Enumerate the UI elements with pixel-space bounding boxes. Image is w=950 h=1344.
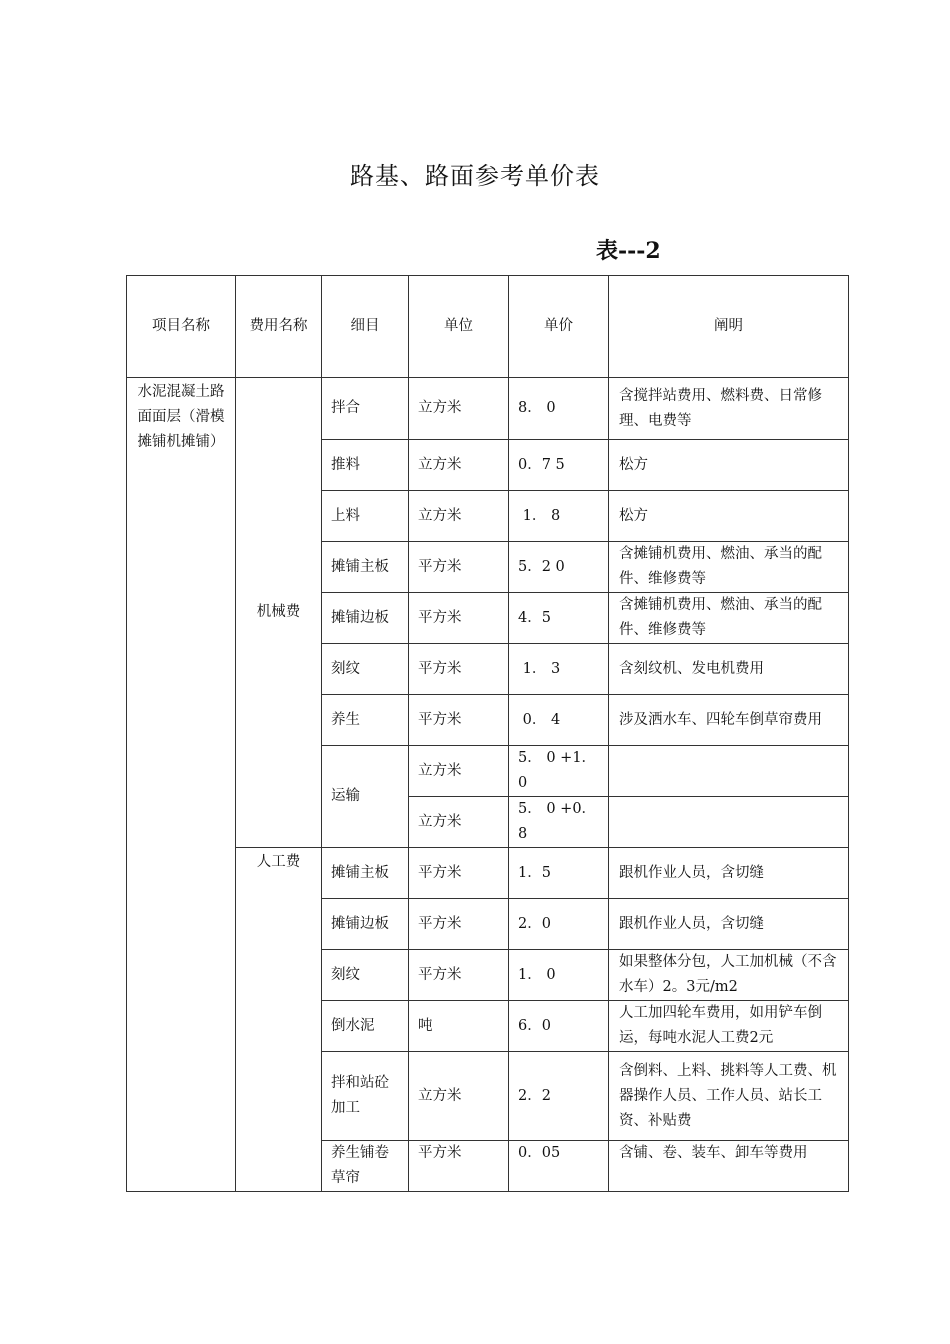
unit-cell: 吨 (409, 1001, 509, 1052)
note-cell: 涉及洒水车、四轮车倒草帘费用 (609, 695, 849, 746)
item-cell: 刻纹 (322, 644, 409, 695)
header-cost-type: 费用名称 (236, 276, 322, 378)
note-cell: 含倒料、上料、挑料等人工费、机器操作人员、工作人员、站长工资、补贴费 (609, 1052, 849, 1141)
header-project: 项目名称 (127, 276, 236, 378)
document-title: 路基、路面参考单价表 (350, 162, 600, 190)
unit-cell: 立方米 (409, 1052, 509, 1141)
price-cell: 2．2 (509, 1052, 609, 1141)
price-cell: 5．2 0 (509, 542, 609, 593)
project-name-cell: 水泥混凝土路面面层（滑模摊铺机摊铺） (127, 378, 236, 1192)
unit-cell: 平方米 (409, 644, 509, 695)
unit-cell: 立方米 (409, 797, 509, 848)
note-cell: 跟机作业人员，含切缝 (609, 899, 849, 950)
unit-cell: 平方米 (409, 542, 509, 593)
price-cell: 0． 4 (509, 695, 609, 746)
note-cell: 含搅拌站费用、燃料费、日常修理、电费等 (609, 378, 849, 440)
price-cell: 0．7 5 (509, 440, 609, 491)
note-cell: 含摊铺机费用、燃油、承当的配件、维修费等 (609, 593, 849, 644)
item-cell: 摊铺边板 (322, 593, 409, 644)
price-cell: 8． 0 (509, 378, 609, 440)
item-cell: 倒水泥 (322, 1001, 409, 1052)
price-cell: 1． 8 (509, 491, 609, 542)
price-cell: 1． 3 (509, 644, 609, 695)
item-cell: 摊铺边板 (322, 899, 409, 950)
price-cell: 1．5 (509, 848, 609, 899)
item-cell: 刻纹 (322, 950, 409, 1001)
unit-cell: 平方米 (409, 950, 509, 1001)
cost-type-cell: 人工费 (236, 848, 322, 1192)
note-cell (609, 746, 849, 797)
unit-cell: 立方米 (409, 746, 509, 797)
table-header-row (127, 276, 849, 378)
unit-cell: 立方米 (409, 440, 509, 491)
cost-type-cell: 机械费 (236, 378, 322, 848)
unit-cell: 平方米 (409, 593, 509, 644)
item-cell: 上料 (322, 491, 409, 542)
note-cell: 含铺、卷、装车、卸车等费用 (609, 1141, 849, 1192)
note-cell: 松方 (609, 491, 849, 542)
unit-cell: 平方米 (409, 848, 509, 899)
note-cell: 跟机作业人员，含切缝 (609, 848, 849, 899)
price-cell: 2．0 (509, 899, 609, 950)
price-cell: 1． 0 (509, 950, 609, 1001)
price-cell: 4．5 (509, 593, 609, 644)
item-cell: 拌和站砼加工 (322, 1052, 409, 1141)
table-row (127, 848, 849, 899)
price-cell: 5． 0 +1． 0 (509, 746, 609, 797)
item-cell: 摊铺主板 (322, 542, 409, 593)
item-cell: 拌合 (322, 378, 409, 440)
price-cell: 0．05 (509, 1141, 609, 1192)
note-cell: 如果整体分包，人工加机械（不含水车）2。3元/m2 (609, 950, 849, 1001)
unit-cell: 立方米 (409, 491, 509, 542)
unit-cell: 立方米 (409, 378, 509, 440)
unit-price-table (126, 275, 849, 1192)
header-item: 细目 (322, 276, 409, 378)
item-cell: 推料 (322, 440, 409, 491)
item-cell: 运输 (322, 746, 409, 848)
header-unit: 单位 (409, 276, 509, 378)
unit-cell: 平方米 (409, 695, 509, 746)
table-row (127, 378, 849, 440)
item-cell: 养生 (322, 695, 409, 746)
price-cell: 5． 0 +0．8 (509, 797, 609, 848)
price-cell: 6．0 (509, 1001, 609, 1052)
table-number: 表---2 (596, 238, 661, 264)
note-cell: 含摊铺机费用、燃油、承当的配件、维修费等 (609, 542, 849, 593)
header-price: 单价 (509, 276, 609, 378)
item-cell: 养生铺卷草帘 (322, 1141, 409, 1192)
note-cell (609, 797, 849, 848)
unit-cell: 平方米 (409, 1141, 509, 1192)
header-note: 阐明 (609, 276, 849, 378)
unit-cell: 平方米 (409, 899, 509, 950)
note-cell: 人工加四轮车费用，如用铲车倒运，每吨水泥人工费2元 (609, 1001, 849, 1052)
item-cell: 摊铺主板 (322, 848, 409, 899)
note-cell: 含刻纹机、发电机费用 (609, 644, 849, 695)
note-cell: 松方 (609, 440, 849, 491)
